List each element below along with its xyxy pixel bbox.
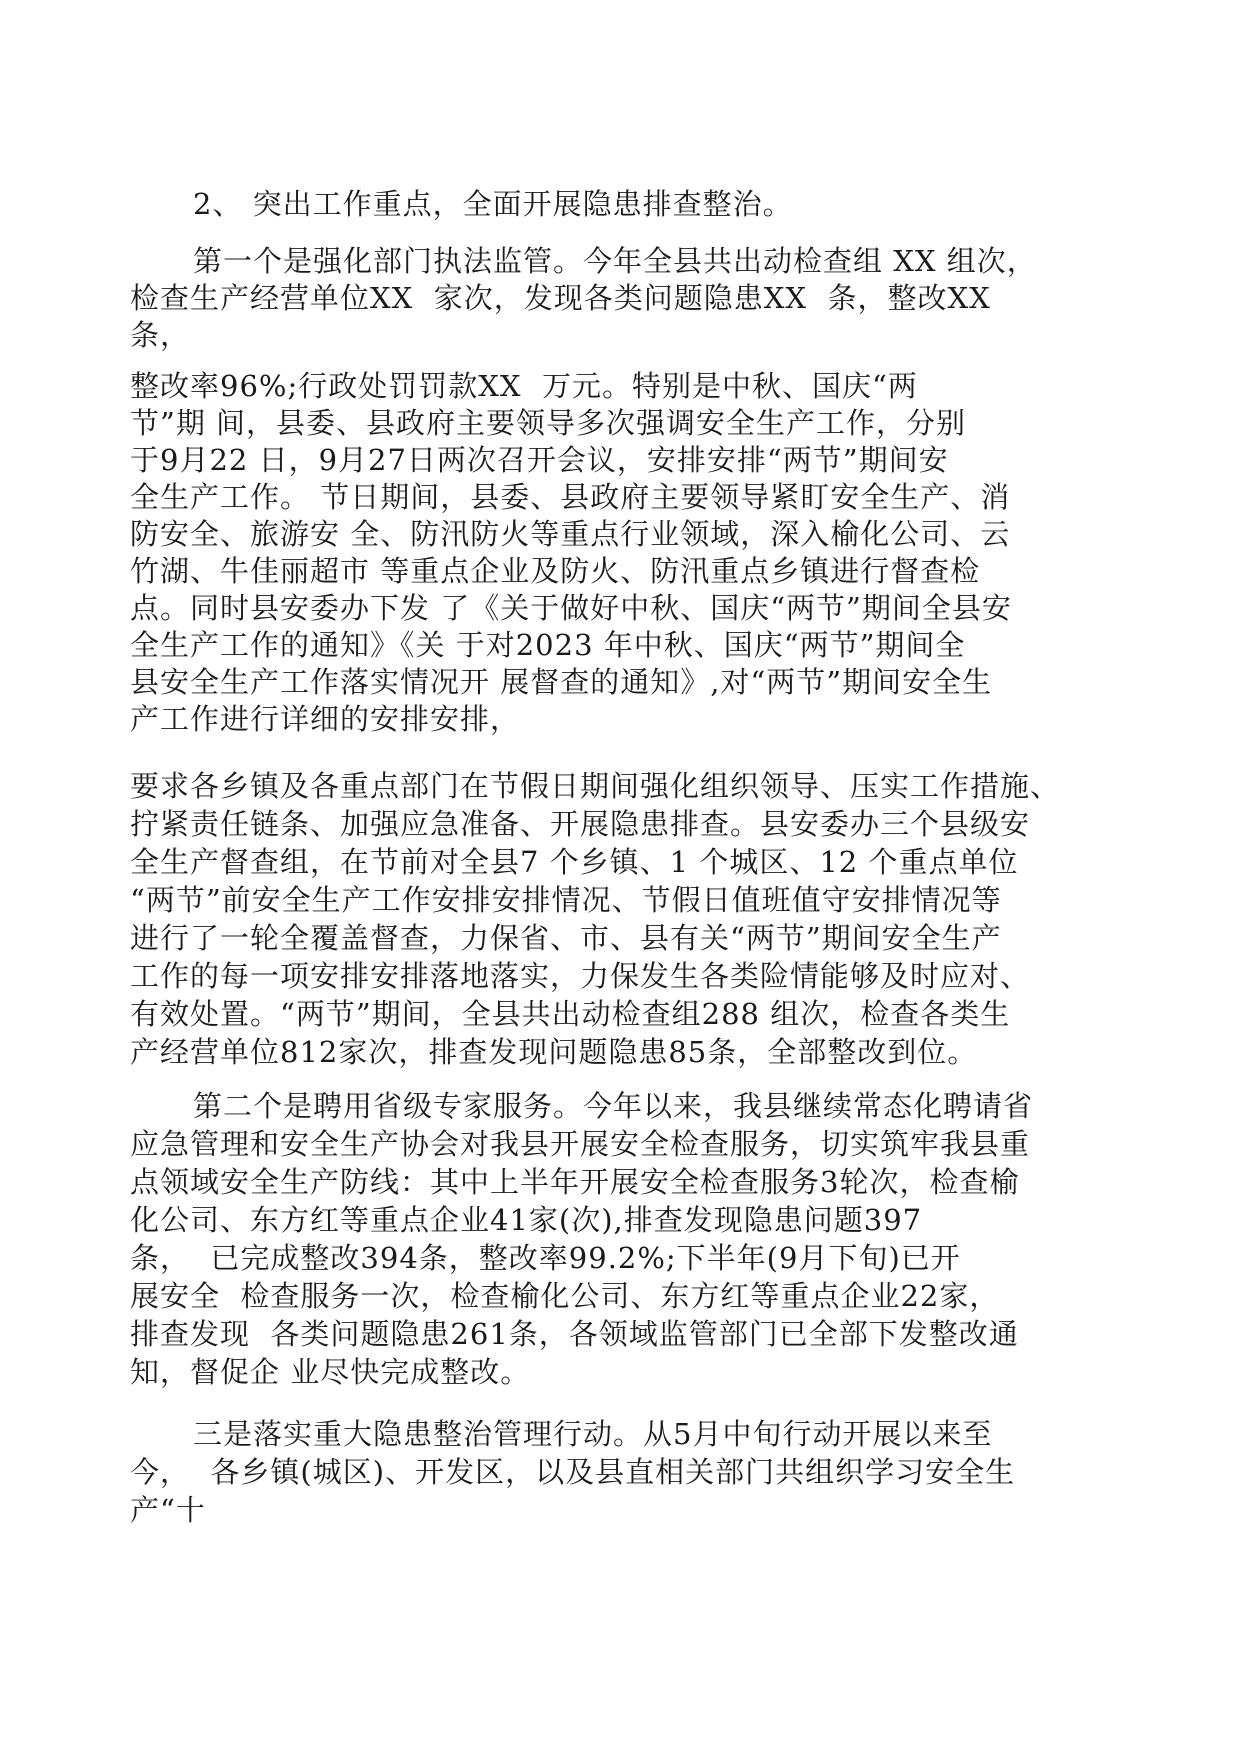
text-line: “两节”前安全生产工作安排安排情况、节假日值班值守安排情况等 [130,883,1002,917]
text-line: 第一个是强化部门执法监管。今年全县共出动检查组 XX 组次， [193,244,1037,278]
text-line: 进行了一轮全覆盖督查，力保省、市、县有关“两节”期间安全生产 [130,921,1002,955]
text-line: 条， [130,318,191,352]
text-line: 化公司、东方红等重点企业41家(次),排查发现隐患问题397 [130,1203,923,1237]
text-line: 拧紧责任链条、加强应急准备、开展隐患排查。县安委办三个县级安 [130,807,1031,841]
text-line: 产工作进行详细的安排安排， [130,702,521,736]
text-line: 第二个是聘用省级专家服务。今年以来，我县继续常态化聘请省 [193,1089,1034,1123]
text-line: 整改率96%;行政处罚罚款XX 万元。特别是中秋、国庆“两 [130,369,918,403]
text-line: 竹湖、牛佳丽超市 等重点企业及防火、防汛重点乡镇进行督查检 [130,554,981,588]
text-line: 防安全、旅游安 全、防汛防火等重点行业领域，深入榆化公司、云 [130,517,1011,551]
text-line: 工作的每一项安排安排落地落实，力保发生各类险情能够及时应对、 [130,959,1031,993]
text-line: 点。同时县安委办下发 了《关于做好中秋、国庆“两节”期间全县安 [130,591,1012,625]
text-line: 要求各乡镇及各重点部门在节假日期间强化组织领导、压实工作措施、 [130,769,1061,803]
text-line: 县安全生产工作落实情况开 展督查的通知》,对“两节”期间安全生 [130,665,993,699]
text-line: 产“十 [130,1493,206,1527]
text-line: 于9月22 日，9月27日两次召开会议，安排安排“两节”期间安 [130,443,949,477]
text-line: 点领域安全生产防线：其中上半年开展安全检查服务3轮次，检查榆 [130,1165,1020,1199]
text-line: 全生产工作的通知》《关 于对2023 年中秋、国庆“两节”期间全 [130,628,966,662]
text-line: 产经营单位812家次，排查发现问题隐患85条，全部整改到位。 [130,1035,978,1069]
text-line: 应急管理和安全生产协会对我县开展安全检查服务，切实筑牢我县重 [130,1127,1031,1161]
text-line: 条， 已完成整改394条，整改率99.2%;下半年(9月下旬)已开 [130,1241,961,1275]
text-line: 有效处置。“两节”期间，全县共出动检查组288 组次，检查各类生 [130,997,1011,1031]
text-line: 展安全 检查服务一次，检查榆化公司、东方红等重点企业22家， [130,1279,1000,1313]
heading-text: 2、 突出工作重点，全面开展隐患排查整治。 [193,187,793,221]
text-line: 全生产工作。 节日期间，县委、县政府主要领导紧盯安全生产、消 [130,480,1011,514]
text-line: 今， 各乡镇(城区)、开发区，以及县直相关部门共组织学习安全生 [130,1455,1016,1489]
text-line: 节”期 间，县委、县政府主要领导多次强调安全生产工作，分别 [130,406,967,440]
text-line: 排查发现 各类问题隐患261条，各领域监管部门已全部下发整改通 [130,1317,1019,1351]
text-line: 检查生产经营单位XX 家次，发现各类问题隐患XX 条，整改XX [130,281,991,315]
text-line: 知，督促企 业尽快完成整改。 [130,1355,531,1389]
text-line: 全生产督查组，在节前对全县7 个乡镇、1 个城区、12 个重点单位 [130,845,1019,879]
text-line: 三是落实重大隐患整治管理行动。从5月中旬行动开展以来至 [193,1417,993,1451]
